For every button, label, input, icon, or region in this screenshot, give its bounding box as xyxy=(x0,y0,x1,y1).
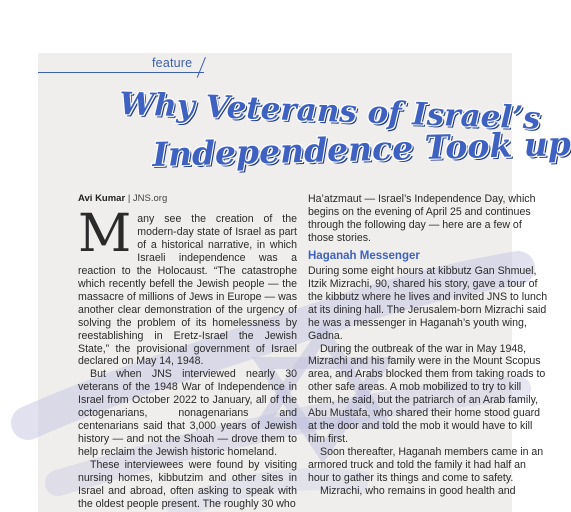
right-paragraph-1: Ha’atzmaut — Israel’s Independence Day, which begins on the evening of April 25 and continues through the following day — here are a few of those stories. xyxy=(308,193,536,244)
right-paragraph-3: During the outbreak of the war in May 1948, Mizrachi and his family were in the Mount Scopus area, and Arabs blocked them from taking roads to other safe areas. A mob mobilized to try to kill them, he said, but the patriarch of an Arab family, Abu Mustafa, who shared their home stood guard at the door and told the mob it would have to kill him first. xyxy=(308,342,546,446)
paragraph-1-text: any see the creation of the modern-day state of Israel as part of a historical narrative, in which Israeli independence was a reaction to the Holocaust. “The catastrophe which recently befell the Jewish people — the massacre of millions of Jews in Europe — was another clear demonstration of the urgency of solving the problem of its homelessness by reestablishing in Eretz-Israel the Jewish State,” the provisional government of Israel declared on May 14, 1948. xyxy=(78,213,297,368)
headline-line-2: Independence Took up xyxy=(152,124,571,174)
byline-author: Avi Kumar xyxy=(78,193,126,204)
magazine-page xyxy=(38,53,571,512)
right-paragraph-5: Mizrachi, who remains in good health and xyxy=(320,485,516,498)
paragraph-2: But when JNS interviewed nearly 30 veterans of the 1948 War of Independence in Israel from October 2022 to January, all of the octogenarians, nonagenarians and centenarians said that 3,000 years of Jewish history — and not the Shoah — drove them to help reclaim the Jewish historic homeland. xyxy=(78,368,297,459)
right-paragraph-4: Soon thereafter, Haganah members came in an armored truck and told the family it had half an hour to gather its things and come to safety. xyxy=(308,446,544,485)
section-rule xyxy=(38,72,204,73)
paragraph-1 xyxy=(78,204,297,368)
section-rule-slash xyxy=(197,57,206,78)
drop-cap: M xyxy=(78,204,132,264)
headline-line-1: Why Veterans of Israel’s xyxy=(118,86,542,137)
section-label: feature xyxy=(152,56,193,70)
byline xyxy=(78,193,167,204)
article-column-left xyxy=(78,204,297,511)
right-paragraph-2: During some eight hours at kibbutz Gan Shmuel, Itzik Mizrachi, 90, shared his story, gave a tour of the kibbutz where he lives and invited JNS to lunch at its dining hall. The Jerusalem-born Mizrachi said he was a messenger in Haganah’s youth wing, Gadna. xyxy=(308,264,548,342)
section-subheading: Haganah Messenger xyxy=(308,249,420,262)
byline-source: JNS.org xyxy=(132,193,168,204)
article-column-right xyxy=(308,193,548,498)
paragraph-3: These interviewees were found by visiting nursing homes, kibbutzim and other sites in Israel and abroad, often asking to speak with the oldest people present. The roughly 30 who xyxy=(78,459,297,510)
byline-separator: | xyxy=(127,193,131,204)
